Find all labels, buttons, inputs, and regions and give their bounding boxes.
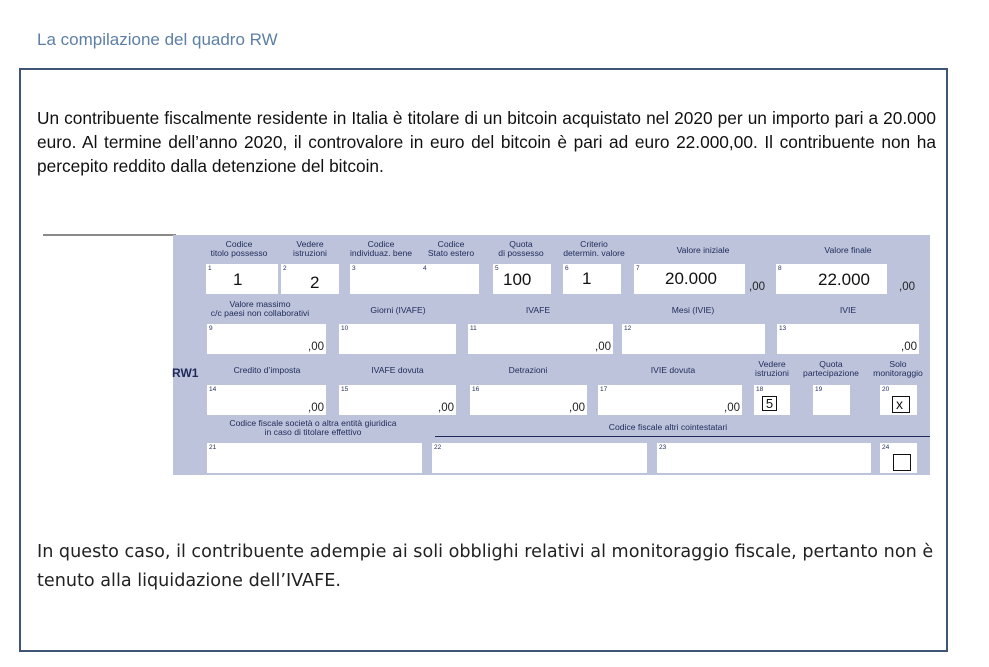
label-giorni-ivafe: Giorni (IVAFE) (370, 305, 426, 315)
field-16[interactable]: 16 ,00 (472, 386, 585, 414)
field-24[interactable]: 24 (880, 443, 917, 473)
field-4[interactable]: 4 (421, 264, 479, 294)
field-5[interactable]: 5 100 (493, 264, 551, 294)
field-23[interactable]: 23 (657, 443, 871, 473)
label-credito: Credito d’imposta (233, 365, 301, 375)
field-11[interactable]: 11 ,00 (470, 325, 611, 353)
label-solo-monitoraggio: Solo monitoraggio (873, 359, 923, 378)
row-label-rw1: RW1 (172, 366, 199, 380)
label-ivafe-dovuta: IVAFE dovuta (371, 365, 424, 375)
slide-title: La compilazione del quadro RW (37, 30, 278, 49)
label-quota-possesso: Quota di possesso (498, 239, 544, 258)
label-detrazioni: Detrazioni (508, 365, 548, 375)
label-vedere-istruzioni-2: Vedere istruzioni (755, 359, 789, 378)
field-24-checkbox[interactable] (893, 454, 911, 471)
field-20[interactable]: 20 x (880, 385, 917, 415)
label-criterio: Criterio determin. valore (563, 239, 625, 258)
cointestatari-rule (435, 436, 930, 437)
label-codice-stato: Codice Stato estero (427, 239, 475, 258)
field-13[interactable]: 13 ,00 (779, 325, 917, 353)
field-15[interactable]: 15 ,00 (341, 386, 454, 414)
solo-monitoraggio-checkbox[interactable]: x (892, 396, 910, 413)
field-21[interactable]: 21 (207, 443, 422, 473)
label-codice-individuaz: Codice individuaz. bene (349, 239, 413, 258)
label-valore-finale: Valore finale (824, 245, 872, 255)
conclusion-paragraph: In questo caso, il contribuente adempie ai soli obblighi relativi al monitoraggio fiscale, pertanto non è tenuto alla liquidazione dell’IVAFE. (37, 542, 934, 591)
label-ivie-dovuta: IVIE dovuta (650, 365, 696, 375)
label-codice-fiscale-altri: Codice fiscale altri cointestatari (608, 422, 728, 432)
label-mesi-ivie: Mesi (IVIE) (671, 305, 715, 315)
label-ivafe: IVAFE (525, 305, 551, 315)
field-18[interactable]: 18 5 (754, 385, 790, 415)
field-10[interactable]: 10 (339, 324, 456, 354)
field-12[interactable]: 12 (622, 324, 765, 354)
label-valore-iniziale: Valore iniziale (676, 245, 730, 255)
example-paragraph: Un contribuente fiscalmente residente in Italia è titolare di un bitcoin acquistato nel 2020 per un importo pari a 20.000 euro. Al termine dell’anno 2020, il controvalore in euro del bitcoin è pari ad euro 22.000,00. Il contribuente non ha percepito reddito dalla detenzione del bitcoin. (37, 108, 936, 176)
label-codice-fiscale-societa: Codice fiscale società o altra entità giuridica in caso di titolare effettivo (229, 418, 397, 437)
field-9[interactable]: 9 ,00 (209, 325, 324, 353)
field-7[interactable]: 7 20.000 ,00 (636, 265, 765, 293)
label-ivie: IVIE (839, 305, 857, 315)
field-2[interactable]: 2 2 (281, 264, 339, 294)
field-6[interactable]: 6 1 (563, 264, 621, 294)
field-22[interactable]: 22 (432, 443, 647, 473)
field-14[interactable]: 14 ,00 (209, 386, 324, 414)
label-quota-partecipazione: Quota partecipazione (803, 359, 859, 378)
label-vedere-istruzioni: Vedere istruzioni (293, 239, 327, 258)
field-18-value: 5 (762, 396, 777, 411)
form-top-rule (43, 234, 176, 236)
field-8[interactable]: 8 22.000 ,00 (778, 265, 915, 293)
field-19[interactable]: 19 (813, 385, 850, 415)
field-1[interactable]: 1 1 (206, 264, 278, 294)
label-valore-massimo: Valore massimo c/c paesi non collaborativi (210, 299, 310, 318)
label-codice-titolo: Codice titolo possesso (210, 239, 268, 258)
field-3[interactable]: 3 (350, 264, 422, 294)
rw-form (173, 235, 930, 475)
field-17[interactable]: 17 ,00 (600, 386, 740, 414)
